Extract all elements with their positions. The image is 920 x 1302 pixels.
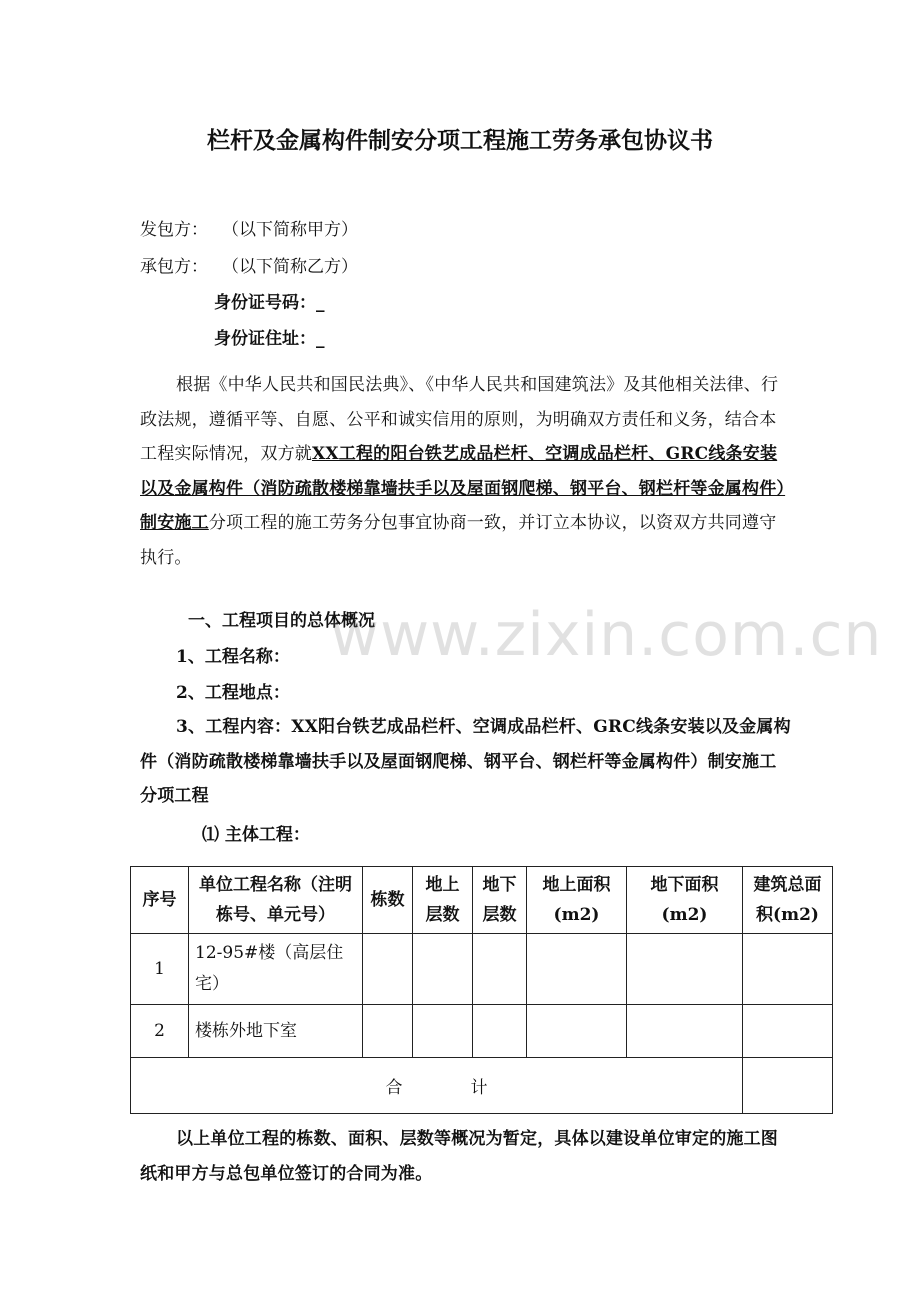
contractor-line — [140, 252, 358, 277]
table-row — [131, 1005, 833, 1058]
empty-cell — [473, 1005, 527, 1058]
header-cell: 地下面积(m2) — [627, 867, 743, 934]
row-number-cell: 1 — [131, 934, 189, 1005]
footer-note: 以上单位工程的栋数、面积、层数等概况为暂定，具体以建设单位审定的施工图纸和甲方与总包单位签订的合同为准。 — [140, 1129, 778, 1184]
document-title: 栏杆及金属构件制安分项工程施工劳务承包协议书 — [207, 127, 713, 154]
intro-text-1: 根据《中华人民共和国民法典》、《中华人民共和国建筑法》及其他相关法律、行政法规，遵循平等、自愿、公平和诚实信用的原则，为明确双方责任和义务，结合本工程实际情况，双方就 — [140, 375, 779, 464]
empty-cell — [743, 1005, 833, 1058]
section-heading: 一、工程项目的总体概况 — [188, 611, 375, 631]
table-header-row — [131, 867, 833, 934]
project-table — [130, 866, 833, 1114]
intro-paragraph — [140, 368, 792, 575]
intro-text-2: 分项工程的施工劳务分包事宜协商一致，并订立本协议，以资双方共同遵守执行。 — [140, 513, 777, 568]
header-cell: 建筑总面积(m2) — [743, 867, 833, 934]
watermark-text: www.zixin.com.cn — [330, 600, 883, 670]
empty-cell — [743, 934, 833, 1005]
id-number-label: 身份证号码：_ — [214, 293, 325, 313]
unit-name-cell: 楼栋外地下室 — [189, 1005, 363, 1058]
header-cell: 栋数 — [363, 867, 413, 934]
employer-note: （以下简称甲方） — [222, 220, 358, 240]
unit-name-cell: 12-95#楼（高层住宅） — [189, 934, 363, 1005]
header-cell: 单位工程名称（注明栋号、单元号） — [189, 867, 363, 934]
contractor-label: 承包方： — [140, 257, 208, 277]
header-cell: 地上面积(m2) — [527, 867, 627, 934]
empty-cell — [527, 934, 627, 1005]
main-works-subheading: ⑴ 主体工程： — [202, 825, 310, 845]
employer-line — [140, 215, 358, 240]
empty-cell — [363, 934, 413, 1005]
header-cell: 序号 — [131, 867, 189, 934]
contractor-note: （以下简称乙方） — [222, 257, 358, 277]
header-cell: 地下层数 — [473, 867, 527, 934]
header-cell: 地上层数 — [413, 867, 473, 934]
empty-cell — [363, 1005, 413, 1058]
empty-cell — [473, 934, 527, 1005]
total-label-cell: 合 计 — [131, 1058, 743, 1114]
empty-cell — [413, 1005, 473, 1058]
project-name-label: 1、工程名称： — [176, 647, 290, 667]
total-value-cell — [743, 1058, 833, 1114]
project-location-label: 2、工程地点： — [176, 683, 290, 703]
empty-cell — [413, 934, 473, 1005]
employer-label: 发包方： — [140, 220, 208, 240]
project-content: 3、工程内容：XX阳台铁艺成品栏杆、空调成品栏杆、GRC线条安装以及金属构件（消防疏散楼梯靠墙扶手以及屋面钢爬梯、钢平台、钢栏杆等金属构件）制安施工分项工程 — [140, 717, 791, 806]
empty-cell — [627, 1005, 743, 1058]
table-total-row — [131, 1058, 833, 1114]
table-row — [131, 934, 833, 1005]
empty-cell — [527, 1005, 627, 1058]
id-address-label: 身份证住址：_ — [214, 329, 325, 349]
intro-underlined-scope: XX工程的阳台铁艺成品栏杆、空调成品栏杆、GRC线条安装以及金属构件（消防疏散楼梯靠墙扶手以及屋面钢爬梯、钢平台、钢栏杆等金属构件）制安施工 — [140, 444, 786, 533]
row-number-cell: 2 — [131, 1005, 189, 1058]
empty-cell — [627, 934, 743, 1005]
